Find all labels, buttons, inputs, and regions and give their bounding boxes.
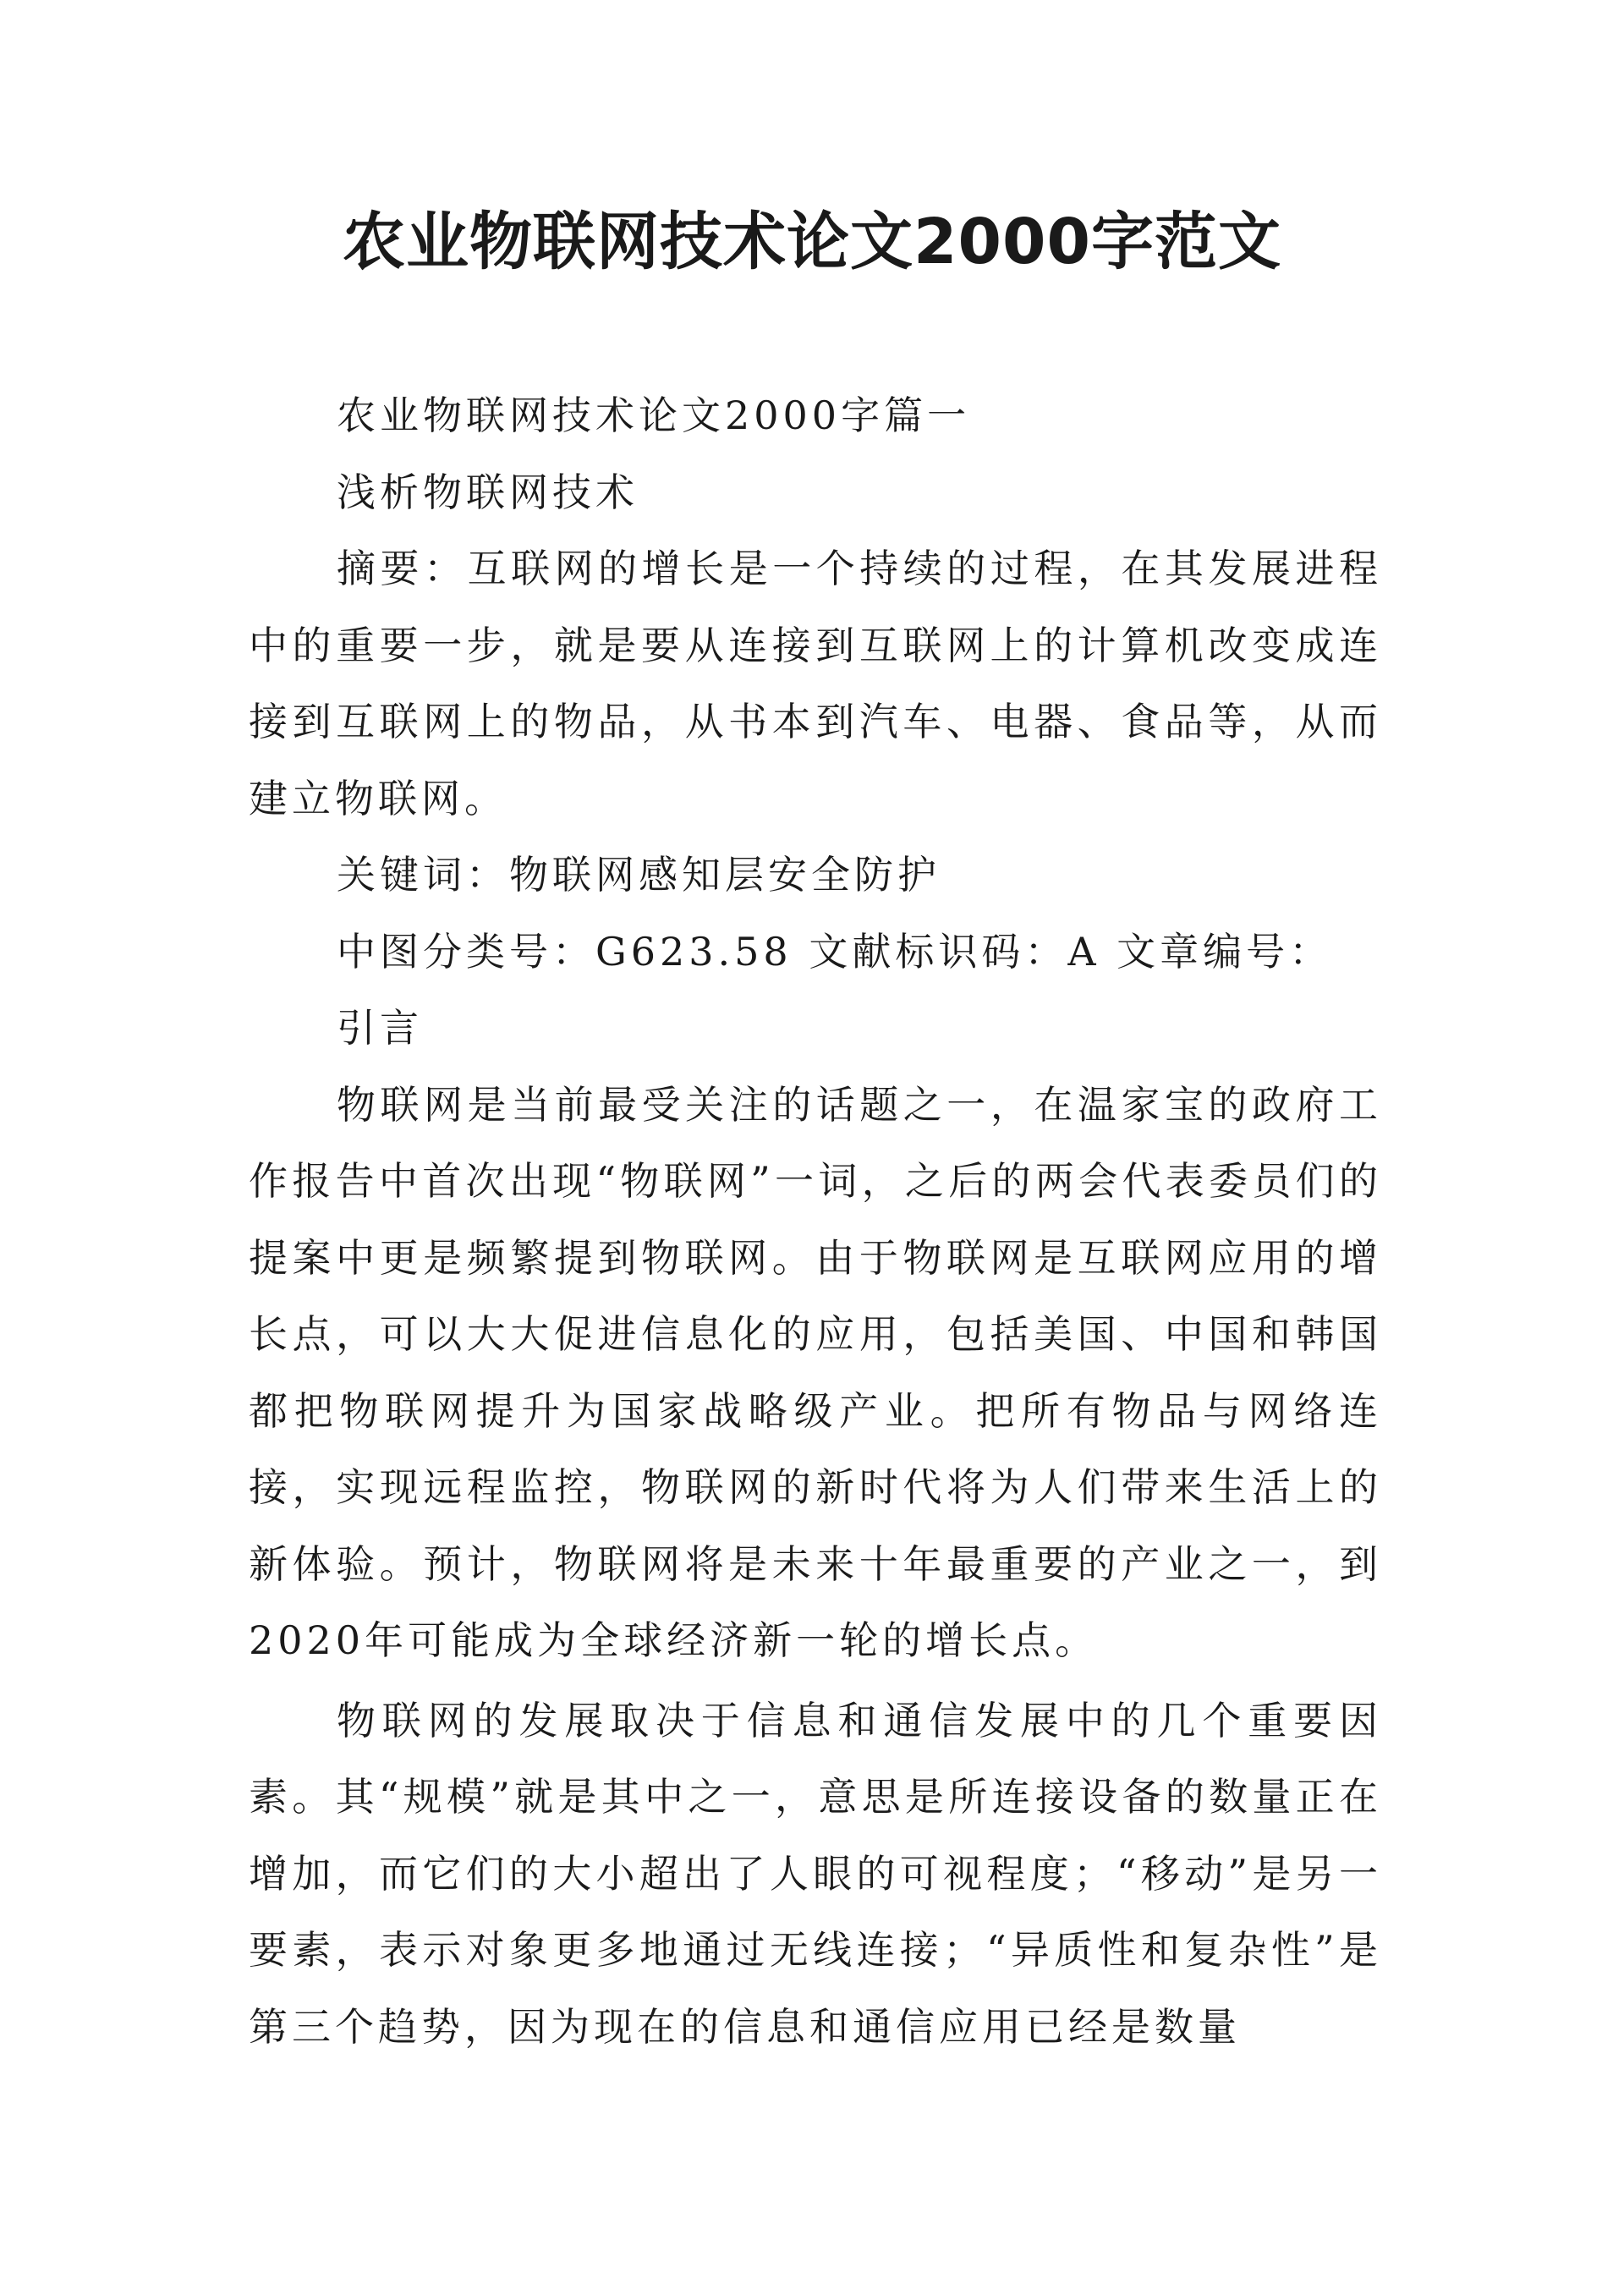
document-body	[249, 377, 1382, 2065]
document-title: 农业物联网技术论文2000字范文	[343, 206, 1281, 278]
article-title: 浅析物联网技术	[337, 469, 639, 515]
section-heading: 农业物联网技术论文2000字篇一	[337, 393, 971, 438]
classification-line: 中图分类号：G623.58 文献标识码：A 文章编号：	[337, 928, 1333, 975]
keywords-line: 关键词：物联网感知层安全防护	[337, 852, 941, 898]
abstract-paragraph: 摘要：互联网的增长是一个持续的过程，在其发展进程中的重要一步，就是要从连接到互联网上的计算机改变成连接到互联网上的物品，从书本到汽车、电器、食品等，从而建立物联网。	[249, 546, 1382, 821]
body-paragraph: 物联网是当前最受关注的话题之一，在温家宝的政府工作报告中首次出现“物联网”一词，之后的两会代表委员们的提案中更是频繁提到物联网。由于物联网是互联网应用的增长点，可以大大促进信息化的应用，包括美国、中国和韩国都把物联网提升为国家战略级产业。把所有物品与网络连接，实现远程监控，物联网的新时代将为人们带来生活上的新体验。预计，物联网将是未来十年最重要的产业之一，到2020年可能成为全球经济新一轮的增长点。	[249, 1081, 1382, 1663]
body-paragraph: 物联网的发展取决于信息和通信发展中的几个重要因素。其“规模”就是其中之一，意思是所连接设备的数量正在增加，而它们的大小超出了人眼的可视程度；“移动”是另一要素，表示对象更多地通过无线连接；“异质性和复杂性”是第三个趋势，因为现在的信息和通信应用已经是数量	[249, 1697, 1382, 2050]
introduction-heading: 引言	[337, 1005, 423, 1051]
